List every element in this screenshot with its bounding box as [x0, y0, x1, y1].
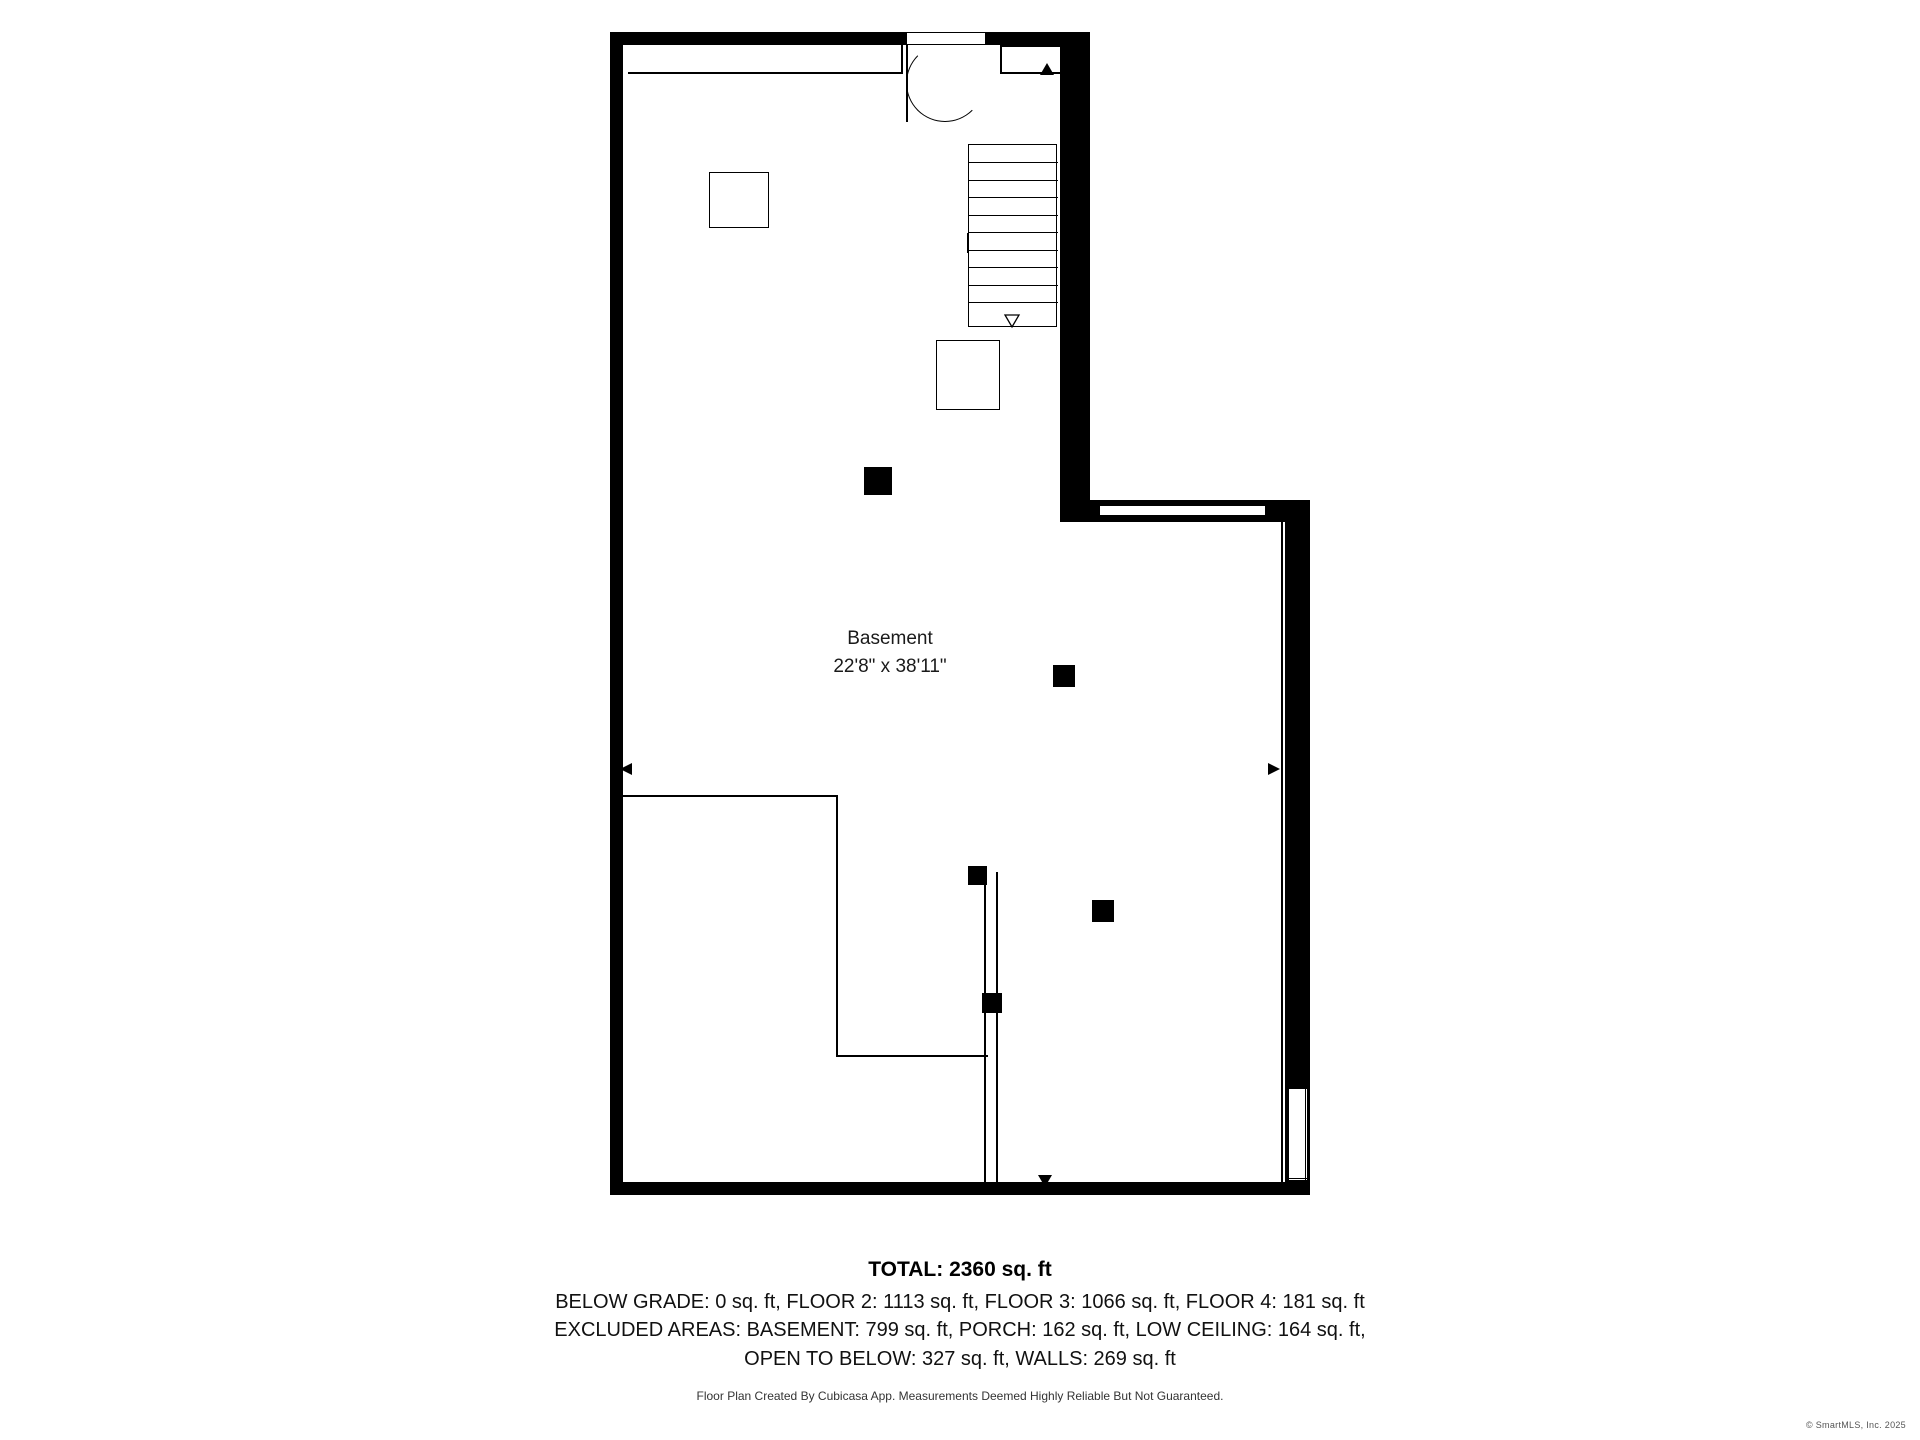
interior-ledge-line — [901, 45, 903, 73]
window-frame-line — [1100, 515, 1265, 516]
window-frame-line — [1288, 1088, 1289, 1180]
interior-partition-line — [836, 1055, 988, 1057]
exterior-wall-top — [610, 32, 1090, 45]
dimension-arrow-left-icon — [620, 763, 634, 775]
room-name: Basement — [847, 628, 933, 649]
excluded-areas-line-1: EXCLUDED AREAS: BASEMENT: 799 sq. ft, PORCH: 162 sq. ft, LOW CEILING: 164 sq. ft, — [554, 1319, 1366, 1342]
room-dimensions: 22'8" x 38'11" — [833, 655, 947, 677]
interior-partition-line — [836, 795, 838, 1057]
total-area: TOTAL: 2360 sq. ft — [868, 1258, 1052, 1281]
creator-credit: Floor Plan Created By Cubicasa App. Measurements Deemed Highly Reliable But Not Guaranteed. — [696, 1389, 1224, 1404]
area-summary — [0, 1258, 1920, 1403]
door-opening — [905, 33, 987, 44]
floor-breakdown-line: BELOW GRADE: 0 sq. ft, FLOOR 2: 1113 sq. ft, FLOOR 3: 1066 sq. ft, FLOOR 4: 181 sq. ft — [555, 1291, 1365, 1313]
window-frame-line — [1100, 505, 1265, 506]
exterior-wall-left — [610, 32, 623, 1195]
dimension-arrow-down-icon — [1038, 1175, 1052, 1187]
column-icon — [864, 467, 892, 495]
excluded-areas-line-2: OPEN TO BELOW: 327 sq. ft, WALLS: 269 sq. ft — [744, 1347, 1176, 1370]
room-label — [760, 625, 1020, 680]
interior-wall-thin — [984, 872, 986, 1184]
door-swing-icon — [906, 44, 984, 122]
column-icon — [968, 866, 987, 885]
column-icon — [1053, 665, 1075, 687]
window-frame-line — [1288, 1088, 1307, 1089]
column-icon — [1092, 900, 1114, 922]
interior-wall-thin — [1281, 520, 1283, 1185]
interior-ledge-line — [628, 72, 903, 74]
interior-wall-thin — [996, 872, 998, 1184]
exterior-wall-right-upper — [1060, 32, 1090, 512]
fixture-box — [936, 340, 1000, 410]
copyright-notice: © SmartMLS, Inc. 2025 — [1806, 1420, 1906, 1430]
stairs-direction-arrow-icon — [1003, 313, 1021, 331]
fixture-box — [709, 172, 769, 228]
window-icon — [1100, 506, 1265, 515]
dimension-arrow-up-icon — [1040, 63, 1054, 75]
window-frame-line — [1288, 1178, 1307, 1179]
interior-ledge-line — [1000, 45, 1002, 73]
stairs-icon — [968, 144, 1057, 327]
window-frame-line — [1305, 1088, 1306, 1180]
column-icon — [982, 993, 1002, 1013]
interior-partition-line — [623, 795, 838, 797]
dimension-arrow-right-icon — [1266, 763, 1280, 775]
exterior-wall-bottom — [610, 1182, 1310, 1195]
interior-ledge-line — [1000, 45, 1062, 47]
door-jamb — [985, 33, 987, 45]
